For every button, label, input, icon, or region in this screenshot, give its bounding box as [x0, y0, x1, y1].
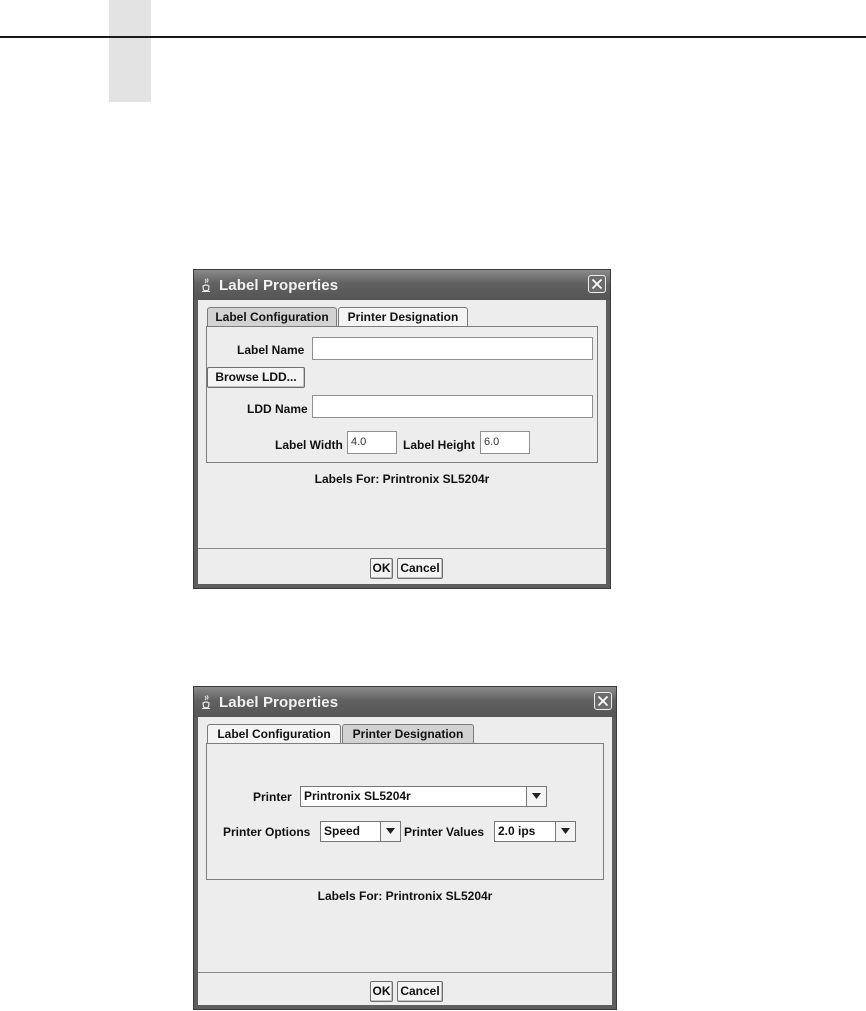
- label-width-input[interactable]: 4.0: [347, 431, 397, 454]
- printer-options-value: Speed: [324, 824, 361, 838]
- printer-options-label: Printer Options: [223, 825, 311, 839]
- dialog-title: Label Properties: [219, 694, 339, 711]
- printer-options-select[interactable]: [320, 821, 401, 842]
- title-bar[interactable]: [194, 687, 616, 717]
- tab-label-configuration[interactable]: Label Configuration: [207, 307, 337, 326]
- printer-values-value: 2.0 ips: [498, 824, 536, 838]
- ldd-name-input[interactable]: [312, 395, 593, 418]
- status-text: Labels For: Printronix SL5204r: [317, 889, 493, 903]
- ok-button[interactable]: OK: [370, 981, 393, 1002]
- close-icon[interactable]: [588, 275, 606, 293]
- label-name-label: Label Name: [237, 343, 305, 357]
- ok-button[interactable]: OK: [370, 558, 393, 579]
- status-text: Labels For: Printronix SL5204r: [314, 472, 490, 486]
- footer-separator: [198, 548, 606, 549]
- printer-values-label: Printer Values: [404, 825, 485, 839]
- label-height-label: Label Height: [403, 438, 476, 452]
- dialog-title: Label Properties: [219, 277, 339, 294]
- page-margin-tab: [109, 0, 151, 102]
- cancel-button[interactable]: Cancel: [397, 558, 443, 579]
- chevron-down-icon[interactable]: [526, 787, 546, 806]
- dialog-client-area: [198, 300, 606, 584]
- label-properties-dialog-printer: [193, 686, 617, 1010]
- dialog-client-area: [198, 717, 612, 1005]
- close-icon[interactable]: [594, 692, 612, 710]
- label-width-label: Label Width: [275, 438, 343, 452]
- printer-designation-panel: [206, 743, 604, 880]
- printer-select-value: Printronix SL5204r: [304, 789, 411, 803]
- tab-printer-designation[interactable]: Printer Designation: [342, 724, 474, 743]
- cancel-button[interactable]: Cancel: [397, 981, 443, 1002]
- browse-ldd-button[interactable]: Browse LDD...: [207, 367, 305, 388]
- chevron-down-icon[interactable]: [380, 822, 400, 841]
- label-name-input[interactable]: [312, 337, 593, 360]
- chevron-down-icon[interactable]: [555, 822, 575, 841]
- label-properties-dialog-configuration: [193, 269, 611, 589]
- footer-separator: [198, 972, 612, 973]
- printer-values-select[interactable]: [494, 821, 576, 842]
- printer-select[interactable]: [300, 786, 547, 807]
- printer-label: Printer: [253, 790, 292, 804]
- title-bar[interactable]: [194, 270, 610, 300]
- java-cup-icon: [199, 277, 213, 293]
- java-cup-icon: [199, 694, 213, 710]
- ldd-name-label: LDD Name: [247, 402, 308, 416]
- tab-label-configuration[interactable]: Label Configuration: [207, 724, 341, 743]
- tab-printer-designation[interactable]: Printer Designation: [338, 307, 468, 326]
- label-height-input[interactable]: 6.0: [480, 431, 530, 454]
- page-header-rule: [0, 36, 866, 38]
- label-configuration-panel: [206, 326, 598, 463]
